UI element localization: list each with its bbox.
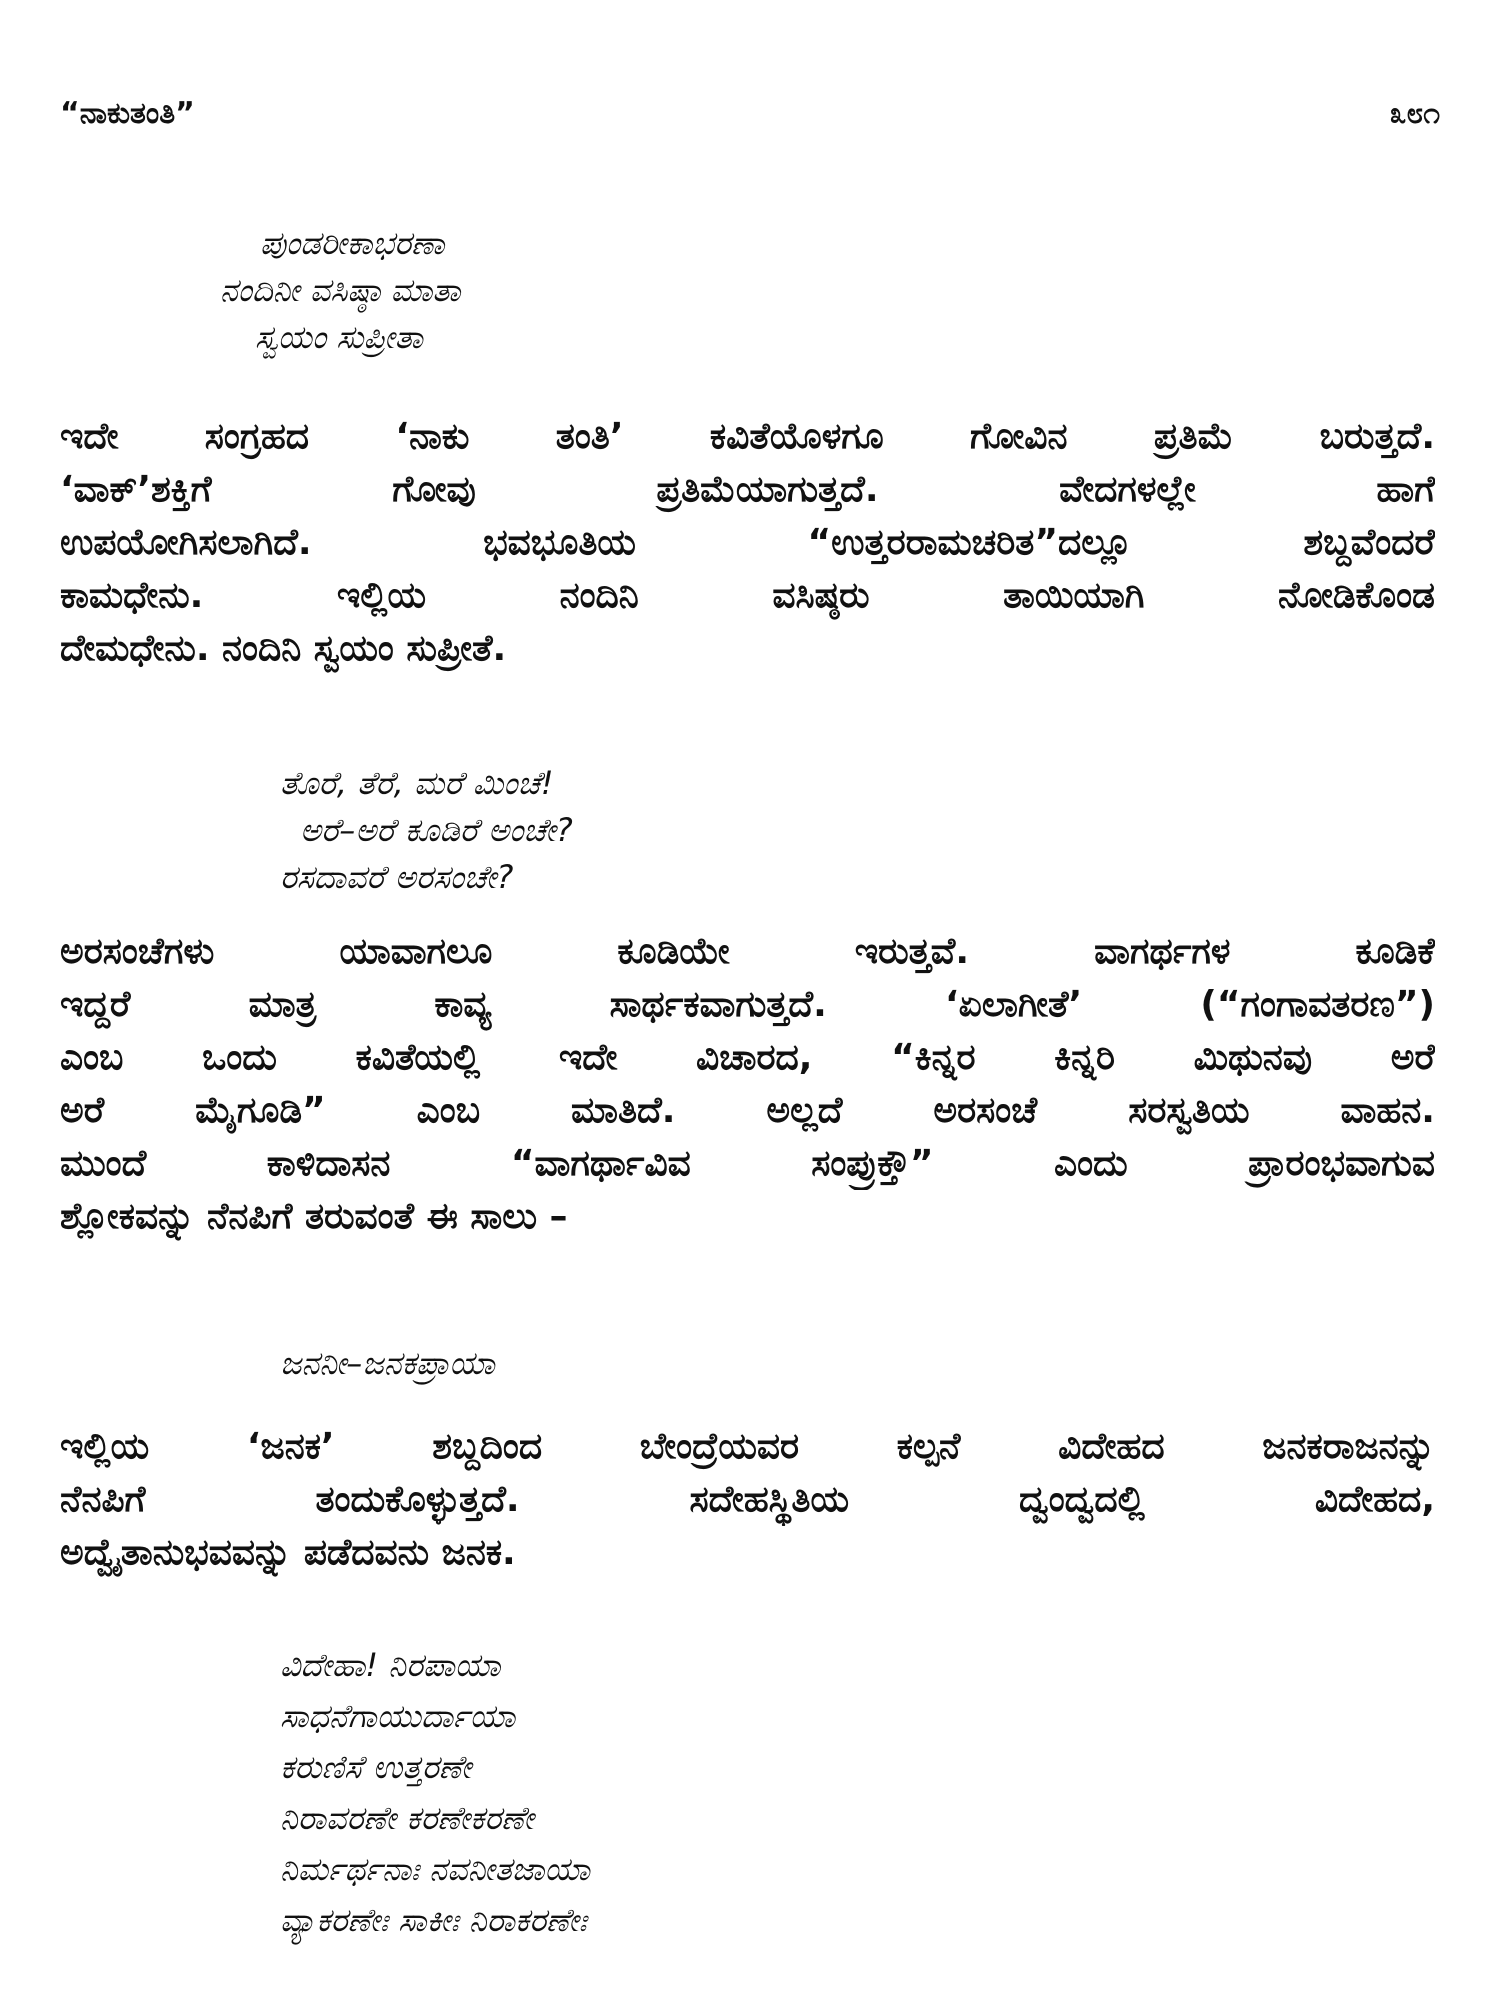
paragraph-line: ಶ್ಲೋಕವನ್ನು ನೆನಪಿಗೆ ತರುವಂತೆ ಈ ಸಾಲು – xyxy=(60,1196,568,1237)
paragraph-line: ನೆನಪಿಗೆ ತಂದುಕೊಳ್ಳುತ್ತದೆ. ಸದೇಹಸ್ಥಿತಿಯ ದ್ವಂದ್ವದಲ್ಲಿ ವಿದೇಹದ, xyxy=(60,1479,1435,1520)
verse-block-4 xyxy=(280,1640,590,1946)
paragraph-line: ಅದ್ವೈತಾನುಭವವನ್ನು ಪಡೆದವನು ಜನಕ. xyxy=(60,1532,516,1573)
verse-line: ನಿರ್ಮರ್ಥನಾಃ ನವನೀತಜಾಯಾ xyxy=(280,1850,590,1888)
verse-line: ಸಾಧನೆಗಾಯುರ್ದಾಯಾ xyxy=(280,1697,516,1735)
verse-line: ಪುಂಡರೀಕಾಭರಣಾ xyxy=(260,224,445,262)
verse-line: ಸ್ವಯಂ ಸುಪ್ರೀತಾ xyxy=(255,318,423,356)
paragraph-line: ದೇಮಧೇನು. ನಂದಿನಿ ಸ್ವಯಂ ಸುಪ್ರೀತೆ. xyxy=(60,628,507,669)
paragraph-line: ಅರಸಂಚೆಗಳು ಯಾವಾಗಲೂ ಕೂಡಿಯೇ ಇರುತ್ತವೆ. ವಾಗರ್ಥಗಳ ಕೂಡಿಕೆ xyxy=(60,931,1435,972)
verse-line: ತೊರೆ, ತೆರೆ, ಮರೆ ಮಿಂಚೆ! xyxy=(280,764,554,802)
paragraph-line: ಎಂಬ ಒಂದು ಕವಿತೆಯಲ್ಲಿ ಇದೇ ವಿಚಾರದ, “ಕಿನ್ನರ ಕಿನ್ನರಿ ಮಿಥುನವು ಅರೆ xyxy=(60,1037,1435,1078)
paragraph-line: ಇದೇ ಸಂಗ್ರಹದ ‘ನಾಕು ತಂತಿ’ ಕವಿತೆಯೊಳಗೂ ಗೋವಿನ ಪ್ರತಿಮೆ ಬರುತ್ತದೆ. xyxy=(60,416,1435,457)
verse-block-3 xyxy=(280,1340,495,1387)
paragraph-line: ಅರೆ ಮೈಗೂಡಿ” ಎಂಬ ಮಾತಿದೆ. ಅಲ್ಲದೆ ಅರಸಂಚೆ ಸರಸ್ವತಿಯ ವಾಹನ. xyxy=(60,1090,1435,1131)
paragraph-line: ಉಪಯೋಗಿಸಲಾಗಿದೆ. ಭವಭೂತಿಯ “ಉತ್ತರರಾಮಚರಿತ”ದಲ್ಲೂ ಶಬ್ದವೆಂದರೆ xyxy=(60,522,1435,563)
page-header xyxy=(60,96,1440,146)
paragraph-line: ಇಲ್ಲಿಯ ‘ಜನಕ’ ಶಬ್ದದಿಂದ ಬೇಂದ್ರೆಯವರ ಕಲ್ಪನೆ ವಿದೇಹದ ಜನಕರಾಜನನ್ನು xyxy=(60,1426,1435,1467)
verse-line: ನಂದಿನೀ ವಸಿಷ್ಠಾ ಮಾತಾ xyxy=(220,271,461,309)
paragraph-line: ಮುಂದೆ ಕಾಳಿದಾಸನ “ವಾಗರ್ಥಾವಿವ ಸಂಪ್ರುಕ್ತೌ” ಎಂದು ಪ್ರಾರಂಭವಾಗುವ xyxy=(60,1143,1435,1184)
paragraph-2 xyxy=(60,925,1435,1243)
verse-line: ವ್ಯಾಕರಣೇಃ ಸಾಕೀಃ ನಿರಾಕರಣೇಃ xyxy=(280,1901,587,1939)
verse-line: ನಿರಾವರಣೇ ಕರಣೇಕರಣೇ xyxy=(280,1799,534,1837)
paragraph-line: ‘ವಾಕ್’ಶಕ್ತಿಗೆ ಗೋವು ಪ್ರತಿಮೆಯಾಗುತ್ತದೆ. ವೇದಗಳಲ್ಲೇ ಹಾಗೆ xyxy=(60,469,1435,510)
verse-line: ಜನನೀ–ಜನಕಪ್ರಾಯಾ xyxy=(280,1344,495,1382)
page-number: ೩೮೧ xyxy=(1389,96,1440,131)
verse-block-1 xyxy=(0,220,461,361)
running-title: “ನಾಕುತಂತಿ” xyxy=(60,96,195,131)
verse-line: ಅರೆ–ಅರೆ ಕೂಡಿರೆ ಅಂಚೇ? xyxy=(300,811,573,849)
verse-line: ಕರುಣಿಸೆ ಉತ್ತರಣೇ xyxy=(280,1748,472,1786)
paragraph-3 xyxy=(60,1420,1435,1579)
verse-line: ರಸದಾವರೆ ಅರಸಂಚೇ? xyxy=(280,858,514,896)
paragraph-line: ಇದ್ದರೆ ಮಾತ್ರ ಕಾವ್ಯ ಸಾರ್ಥಕವಾಗುತ್ತದೆ. ‘ಏಲಾಗೀತೆ’ (“ಗಂಗಾವತರಣ”) xyxy=(60,984,1435,1025)
paragraph-1 xyxy=(60,410,1435,675)
paragraph-line: ಕಾಮಧೇನು. ಇಲ್ಲಿಯ ನಂದಿನಿ ವಸಿಷ್ಠರು ತಾಯಿಯಾಗಿ ನೋಡಿಕೊಂಡ xyxy=(60,575,1435,616)
verse-block-2 xyxy=(280,760,573,901)
verse-line: ವಿದೇಹಾ! ನಿರಪಾಯಾ xyxy=(280,1646,501,1684)
